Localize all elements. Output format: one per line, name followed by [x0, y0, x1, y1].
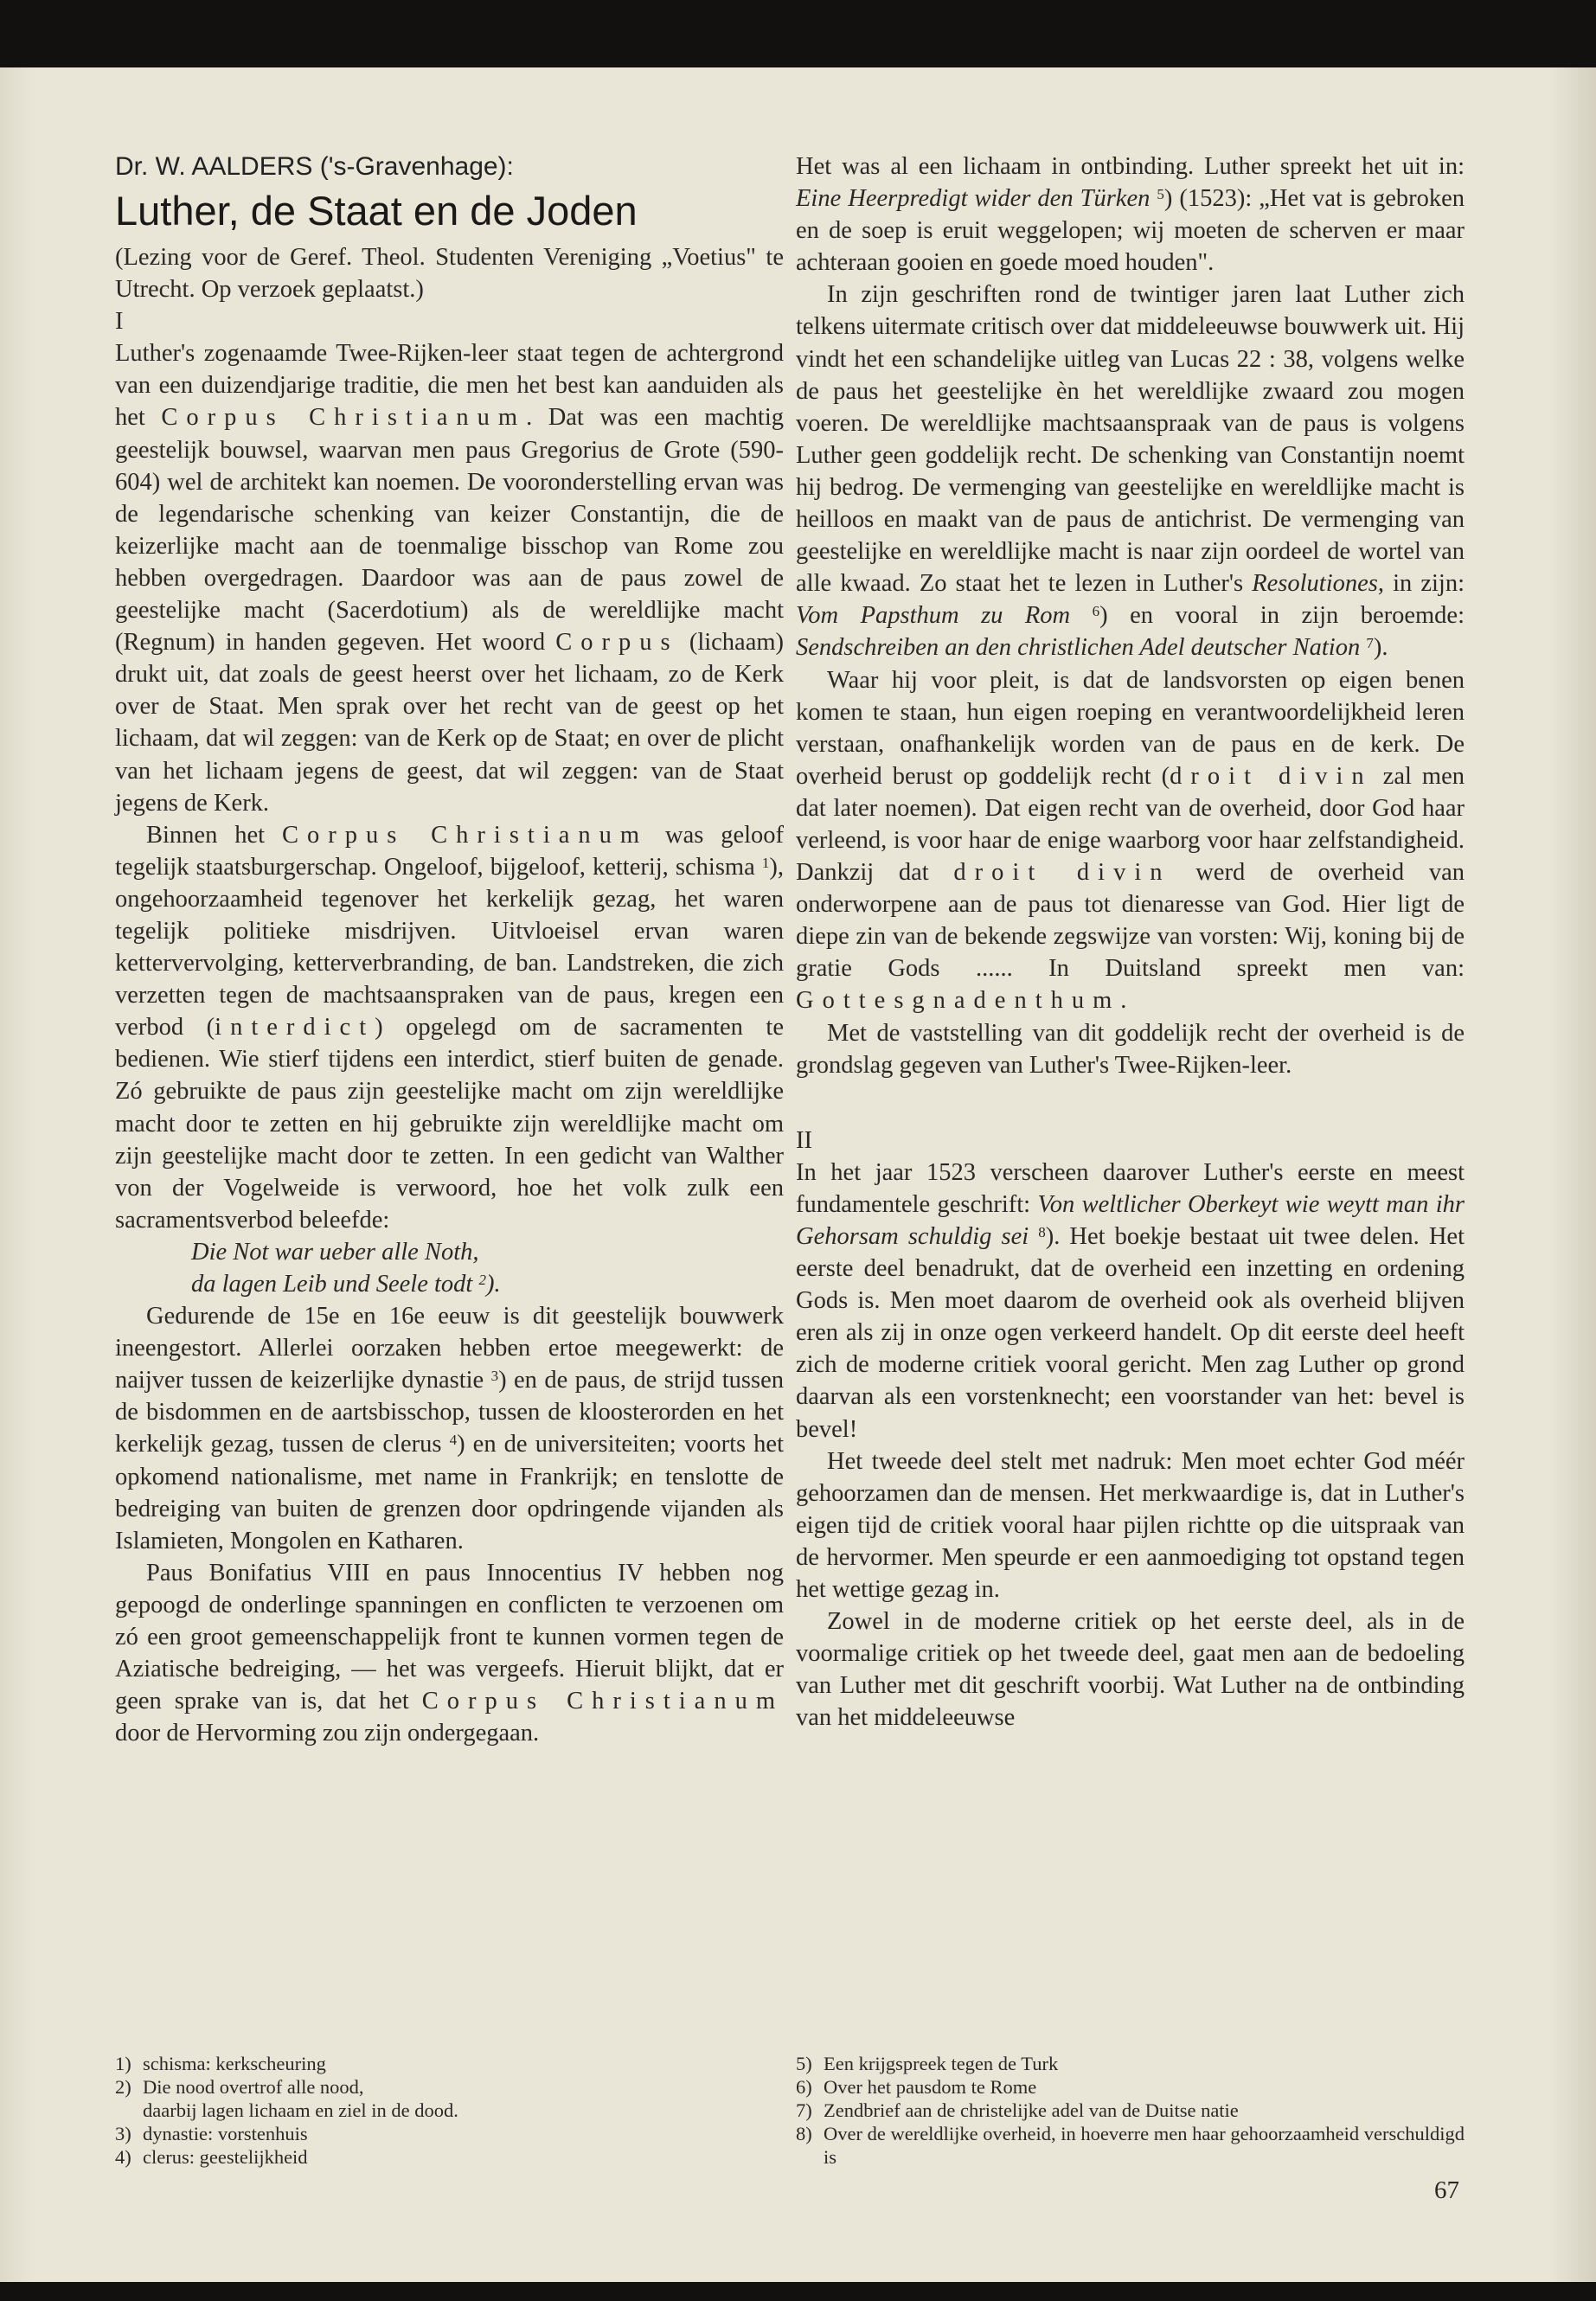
footnote-ref: 7 [1366, 635, 1374, 652]
paragraph: In het jaar 1523 verscheen daarover Luther's eerste en meest fundamentele geschrift: Von weltlicher Oberkeyt wie weytt man ihr Gehorsam schuldig sei $^8$). Het boekje bestaat uit twee delen. Het eerste deel benadrukt, dat de overheid een inzetting en ordening Gods is. Men moet daarom de overheid ook als overheid blijven eren als zij in onze ogen verkeerd handelt. Op dit eerste deel heeft zich de moderne critiek vooral gericht. Men zag Luther op grond daarvan als een vorstenknecht; een voorstander van het: bevel is bevel! [796, 1158, 1465, 1443]
footnote: 5) Een krijgspreek tegen de Turk [796, 2053, 1059, 2074]
footnote: 4) clerus: geestelijkheid [115, 2146, 308, 2168]
footnote: 3) dynastie: vorstenhuis [115, 2123, 308, 2144]
footnote: 7) Zendbrief aan de christelijke adel van de Duitse natie [796, 2099, 1239, 2121]
author-line: Dr. W. AALDERS ('s-Gravenhage): [115, 152, 514, 181]
poem-line: Die Not war ueber alle Noth, [191, 1238, 479, 1266]
left-column [115, 151, 784, 1749]
paragraph: Binnen het Corpus Christianum was geloof tegelijk staatsburgerschap. Ongeloof, bijgeloof, ketterij, schisma $^1$), ongehoorzaamheid tegenover het kerkelijk gezag, het waren tegelijk politieke misdrijven. Uitvloeisel ervan waren kettervervolging, ketterverbranding, de ban. Landstreken, die zich verzetten tegen de machtsaanspraken van de paus, kregen een verbod (interdict) opgelegd om de sacramenten te bedienen. Wie stierf tijdens een interdict, stierf buiten de genade. Zó gebruikte de paus zijn geestelijke macht om zijn wereldlijke macht door te zetten en hij gebruikte zijn wereldlijke macht om zijn geestelijke macht door te zetten. In een gedicht van Walther von der Vogelweide is verwoord, hoe het volk zulk een sacramentsverbod beleefde: [115, 821, 785, 1234]
scan-top-border [0, 0, 1596, 67]
paragraph: Luther's zogenaamde Twee-Rijken-leer staat tegen de achtergrond van een duizendjarige traditie, die men het best kan aanduiden als het Corpus Christianum. Dat was een machtig geestelijk bouwsel, waarvan men paus Gregorius de Grote (590-604) wel de architekt kan noemen. De vooronderstelling ervan was de legendarische schenking van keizer Constantijn, die de keizerlijke macht aan de toenmalige bisschop van Rome zou hebben overgedragen. Daardoor was aan de paus zowel de geestelijke macht (Sacerdotium) als de wereldlijke macht (Regnum) in handen gegeven. Het woord Corpus (lichaam) drukt uit, dat zoals de geest heerst over het lichaam, zo de Kerk over de Staat. Men sprak over het recht van de geest op het lichaam, dat wil zeggen: van de Kerk op de Staat; en over de plicht van het lichaam jegens de geest, dat wil zeggen: van de Staat jegens de Kerk. [115, 340, 785, 817]
footnote-ref: 1 [761, 854, 770, 871]
footnote-ref: 6 [1092, 603, 1100, 620]
footnote-ref: 2 [478, 1272, 486, 1288]
scan-bottom-border [0, 2282, 1596, 2301]
paragraph: Het was al een lichaam in ontbinding. Luther spreekt het uit in: Eine Heerpredigt wider den Türken $^5$) (1523): „Het vat is gebroken en de soep is eruit weggelopen; wij moeten de scherven er maar achteraan gooien en goede moed houden". [796, 153, 1465, 277]
paragraph: Paus Bonifatius VIII en paus Innocentius IV hebben nog gepoogd de onderlinge spanningen en conflicten te verzoenen om zó een groot gemeenschappelijk front te kunnen vormen tegen de Aziatische bedreiging, — het was vergeefs. Hieruit blijkt, dat er geen sprake van is, dat het Corpus Christianum door de Hervorming zou zijn ondergegaan. [115, 1559, 784, 1747]
footnote: daarbij lagen lichaam en ziel in de dood. [143, 2099, 458, 2121]
lecture-note: (Lezing voor de Geref. Theol. Studenten Vereniging „Voetius" te Utrecht. Op verzoek geplaatst.) [115, 244, 784, 304]
paragraph: Zowel in de moderne critiek op het eerste deel, als in de voormalige critiek op het tweede deel, gaat men aan de bedoeling van Luther met dit geschrift voorbij. Wat Luther na de ontbinding van het middeleeuwse [796, 1608, 1465, 1732]
paragraph: Met de vaststelling van dit goddelijk recht der overheid is de grondslag gegeven van Luther's Twee-Rijken-leer. [796, 1019, 1465, 1079]
document-page [0, 67, 1596, 2282]
paragraph: In zijn geschriften rond de twintiger jaren laat Luther zich telkens uitermate critisch over dat middeleeuwse bouwwerk uit. Hij vindt het een schandelijke uitleg van Lucas 22 : 38, volgens welke de paus het geestelijke èn het wereldlijke zwaard zou mogen voeren. De wereldlijke machtsaanspraak van de paus is volgens Luther geen goddelijk recht. De schenking van Constantijn noemt hij bedrog. De vermenging van geestelijke en wereldlijke macht is heilloos en maakt van de paus de antichrist. De vermenging van geestelijke en wereldlijke macht is naar zijn oordeel de wortel van alle kwaad. Zo staat het te lezen in Luther's Resolutiones, in zijn: Vom Papsthum zu Rom $^6$) en vooral in zijn beroemde: Sendschreiben an den christlichen Adel deutscher Nation $^7$). [796, 281, 1465, 662]
poem-line: da lagen Leib und Seele todt $^2$). [191, 1271, 501, 1298]
footnote: 2) Die nood overtrof alle nood, [115, 2076, 364, 2098]
paragraph: Waar hij voor pleit, is dat de landsvorsten op eigen benen komen te staan, hun eigen roeping en verantwoordelijkheid leren verstaan, onafhankelijk worden van de paus en de kerk. De overheid berust op goddelijk recht (droit divin zal men dat later noemen). Dat eigen recht van de overheid, door God haar verleend, is voor haar de enige waarborg voor haar zelfstandigheid. Dankzij dat droit divin werd de overheid van onderworpene aan de paus tot dienaresse van God. Hier ligt de diepe zin van de bekende zegswijze van vorsten: Wij, koning bij de gratie Gods ...... In Duitsland spreekt men van: Gottesgnadenthum. [796, 666, 1465, 1015]
page-number: 67 [1434, 2176, 1459, 2204]
section-heading-2: II [796, 1126, 812, 1154]
footnote: 8) Over de wereldlijke overheid, in hoeverre men haar gehoorzaamheid verschuldigd is [796, 2123, 1465, 2168]
paragraph: Het tweede deel stelt met nadruk: Men moet echter God méér gehoorzamen dan de mensen. Het merkwaardige is, dat in Luther's eigen tijd de critiek vooral haar pijlen richtte op die uitspraak van de hervormer. Men speurde er een aanmoediging tot opstand tegen het wettige gezag in. [796, 1447, 1465, 1604]
footnote: 1) schisma: kerkscheuring [115, 2053, 326, 2074]
footnotes-right [796, 2052, 1465, 2169]
footnote-ref: 5 [1157, 186, 1164, 203]
paragraph: Gedurende de 15e en 16e eeuw is dit geestelijk bouwwerk ineengestort. Allerlei oorzaken hebben ertoe meegewerkt: de naijver tussen de keizerlijke dynastie $^3$) en de paus, de strijd tussen de bisdommen en de aartsbisschop, tussen de kloosterorden en het kerkelijk gezag, tussen de clerus $^4$) en de universiteiten; voorts het opkomend nationalisme, met name in Frankrijk; en tenslotte de bedreiging van buiten de grenzen door opdringende vijanden als Islamieten, Mongolen en Katharen. [115, 1303, 784, 1554]
footnote-ref: 3 [490, 1368, 499, 1385]
right-column [796, 151, 1465, 1734]
article-title: Luther, de Staat en de Joden [115, 188, 638, 234]
footnote: 6) Over het pausdom te Rome [796, 2076, 1037, 2098]
section-heading-1: I [115, 308, 124, 336]
footnote-ref: 4 [449, 1432, 458, 1449]
footnote-ref: 8 [1038, 1224, 1046, 1240]
footnotes-left [115, 2052, 784, 2169]
